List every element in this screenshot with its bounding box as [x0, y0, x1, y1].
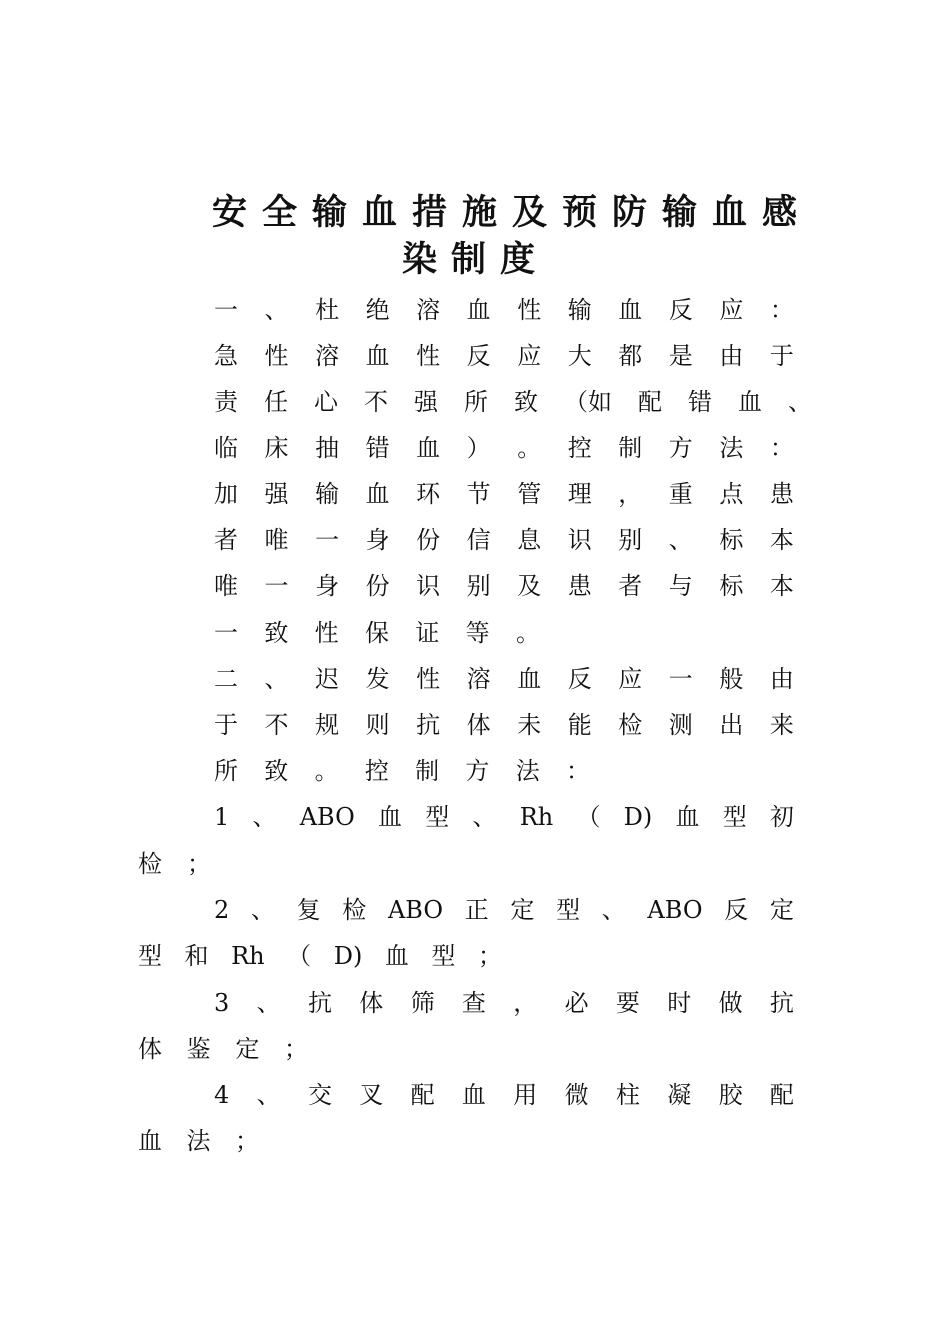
body-line [214, 617, 540, 649]
body-line [214, 524, 794, 556]
body-token: 、 [601, 896, 626, 924]
body-line [138, 848, 211, 880]
body-token: 应 [719, 296, 744, 324]
body-token: 身 [315, 572, 340, 600]
body-token: 抗 [416, 711, 441, 739]
body-token: 正 [464, 896, 489, 924]
body-token: 及 [517, 572, 542, 600]
body-token: 急 [214, 342, 238, 370]
body-token: 柱 [615, 1081, 640, 1109]
body-token: ； [477, 942, 502, 970]
body-token: （ [576, 803, 601, 831]
body-token: 能 [567, 711, 592, 739]
body-token: 性 [416, 342, 441, 370]
body-token: 点 [719, 480, 744, 508]
body-token: 者 [214, 526, 238, 554]
body-token: 管 [517, 480, 542, 508]
body-token: 制 [618, 434, 643, 462]
body-token: 法 [515, 757, 540, 785]
body-token: 性 [314, 619, 339, 647]
body-token: 唯 [214, 572, 238, 600]
body-token: 心 [314, 388, 338, 416]
body-token: 复 [296, 896, 321, 924]
body-token: 定 [510, 896, 535, 924]
body-token: D) [333, 942, 363, 970]
body-line [138, 1125, 259, 1157]
body-token: ABO [387, 896, 444, 924]
body-token: 于 [214, 711, 238, 739]
body-token: 输 [315, 480, 340, 508]
body-token: 识 [567, 526, 592, 554]
body-token: 性 [264, 342, 289, 370]
body-token: 检 [618, 711, 643, 739]
body-line [214, 987, 794, 1019]
body-token: 抗 [769, 989, 794, 1017]
body-token: 不 [364, 388, 388, 416]
body-token: 型 [431, 942, 456, 970]
body-token: ） [466, 434, 491, 462]
body-token: 信 [466, 526, 491, 554]
body-token: 体 [466, 711, 491, 739]
body-line [214, 663, 794, 695]
body-line [214, 801, 794, 833]
body-token: 微 [564, 1081, 589, 1109]
body-token: 致 [264, 619, 289, 647]
body-line [138, 940, 502, 972]
body-line [214, 478, 794, 510]
body-token: 配 [769, 1081, 794, 1109]
body-token: 证 [415, 619, 440, 647]
body-token: 份 [365, 572, 390, 600]
body-token: 息 [517, 526, 542, 554]
body-token: 所 [214, 757, 238, 785]
body-token: 体 [138, 1035, 162, 1063]
body-token: 一 [264, 572, 289, 600]
body-token: 血 [675, 803, 700, 831]
body-token: 3 [214, 989, 230, 1017]
body-token: 、 [250, 896, 275, 924]
body-token: Rh [231, 942, 265, 970]
body-token: 血 [618, 296, 643, 324]
body-token: 唯 [264, 526, 289, 554]
body-token: 抗 [307, 989, 332, 1017]
body-token: 用 [513, 1081, 538, 1109]
body-token: 份 [416, 526, 441, 554]
body-token: 强 [264, 480, 289, 508]
body-token: 责 [214, 388, 238, 416]
body-token: 不 [264, 711, 289, 739]
body-token: 应 [618, 665, 643, 693]
body-token: 一 [214, 619, 238, 647]
body-token: ， [513, 989, 538, 1017]
body-token: 法 [186, 1127, 211, 1155]
body-token: Rh [519, 803, 554, 831]
body-token: 定 [235, 1035, 260, 1063]
body-token: 等 [465, 619, 490, 647]
body-token: 与 [668, 572, 693, 600]
body-token: 者 [618, 572, 643, 600]
body-token: 二 [214, 665, 238, 693]
body-token: 一 [668, 665, 693, 693]
body-token: 床 [264, 434, 289, 462]
body-token: 绝 [365, 296, 390, 324]
document-title-line-2: 染制度 [402, 239, 550, 280]
body-token: 测 [668, 711, 693, 739]
body-token: 时 [667, 989, 692, 1017]
body-token: 必 [564, 989, 589, 1017]
body-token: 环 [416, 480, 441, 508]
body-token: 识 [416, 572, 441, 600]
body-token: （如 [564, 388, 612, 416]
body-token: 都 [618, 342, 643, 370]
body-line [214, 386, 812, 418]
body-token: 鉴 [186, 1035, 211, 1063]
body-token: ABO [299, 803, 355, 831]
body-token: ， [618, 480, 643, 508]
body-token: 体 [359, 989, 384, 1017]
body-line [214, 1079, 794, 1111]
body-token: 反 [466, 342, 491, 370]
body-token: 控 [567, 434, 592, 462]
body-token: 错 [365, 434, 390, 462]
body-token: 大 [567, 342, 592, 370]
body-token: 输 [567, 296, 592, 324]
body-token: 杜 [315, 296, 340, 324]
body-token: 1 [214, 803, 230, 831]
body-token: 和 [184, 942, 209, 970]
body-token: 反 [668, 296, 693, 324]
body-token: 、 [788, 388, 812, 416]
body-token: 4 [214, 1081, 230, 1109]
body-token: 、 [472, 803, 497, 831]
body-token: 、 [252, 803, 277, 831]
body-token: 加 [214, 480, 238, 508]
body-token: 血 [365, 342, 390, 370]
body-token: 标 [719, 572, 744, 600]
body-token: 2 [214, 896, 230, 924]
body-token: 性 [416, 665, 441, 693]
body-token: 出 [719, 711, 744, 739]
body-line [214, 709, 794, 741]
body-token: 型 [138, 942, 162, 970]
body-token: ： [769, 434, 794, 462]
body-token: 一 [214, 296, 238, 324]
body-token: 筛 [410, 989, 435, 1017]
body-token: 于 [769, 342, 794, 370]
body-token: 血 [461, 1081, 486, 1109]
body-token: 血 [378, 803, 403, 831]
body-token: ； [235, 1127, 259, 1155]
body-token: 溶 [416, 296, 441, 324]
body-token: 血 [466, 296, 491, 324]
body-token: 。 [515, 619, 540, 647]
document-title-line-1: 安全输血措施及预防输血感 [212, 192, 813, 233]
body-token: 控 [364, 757, 389, 785]
body-token: 由 [769, 665, 794, 693]
body-token: 型 [425, 803, 450, 831]
body-token: 标 [719, 526, 744, 554]
body-token: 血 [738, 388, 762, 416]
body-token: 理 [567, 480, 592, 508]
body-token: 凝 [667, 1081, 692, 1109]
body-token: 来 [769, 711, 794, 739]
body-token: 致 [514, 388, 538, 416]
body-token: 初 [769, 803, 794, 831]
body-token: 方 [668, 434, 693, 462]
body-token: 胶 [718, 1081, 743, 1109]
body-token: 要 [615, 989, 640, 1017]
body-token: 一 [315, 526, 340, 554]
body-token: 、 [256, 1081, 281, 1109]
body-token: 保 [364, 619, 389, 647]
body-token: 所 [464, 388, 488, 416]
body-line [214, 894, 794, 926]
body-token: 则 [365, 711, 390, 739]
body-token: 规 [315, 711, 340, 739]
body-token: 血 [384, 942, 409, 970]
body-token: 由 [719, 342, 744, 370]
body-token: 节 [466, 480, 491, 508]
body-token: 检 [138, 850, 162, 878]
body-token: 做 [718, 989, 743, 1017]
body-token: 溶 [466, 665, 491, 693]
body-token: 配 [638, 388, 662, 416]
body-line [214, 755, 590, 787]
body-token: 性 [517, 296, 542, 324]
body-token: 查 [461, 989, 486, 1017]
body-token: 血 [138, 1127, 162, 1155]
body-token: 般 [719, 665, 744, 693]
body-token: 别 [466, 572, 491, 600]
body-token: 叉 [359, 1081, 384, 1109]
body-token: ： [769, 296, 794, 324]
body-token: 配 [410, 1081, 435, 1109]
body-token: 致 [264, 757, 289, 785]
body-line [214, 432, 794, 464]
body-token: 方 [465, 757, 490, 785]
body-token: 血 [517, 665, 542, 693]
body-token: 本 [769, 526, 794, 554]
body-token: D) [623, 803, 653, 831]
body-token: 反 [724, 896, 749, 924]
body-token: 抽 [315, 434, 340, 462]
body-token: 交 [307, 1081, 332, 1109]
body-token: 定 [769, 896, 794, 924]
body-token: 是 [668, 342, 693, 370]
body-token: 错 [688, 388, 712, 416]
body-token: 别 [618, 526, 643, 554]
body-token: 患 [769, 480, 794, 508]
body-token: 法 [719, 434, 744, 462]
body-token: （ [287, 942, 312, 970]
body-token: ； [283, 1035, 308, 1063]
body-token: 血 [416, 434, 441, 462]
body-token: 临 [214, 434, 238, 462]
body-token: 重 [668, 480, 693, 508]
body-token: 本 [769, 572, 794, 600]
body-token: 应 [517, 342, 542, 370]
body-token: 制 [415, 757, 440, 785]
body-token: 溶 [315, 342, 340, 370]
body-token: 检 [342, 896, 367, 924]
body-token: ： [565, 757, 590, 785]
body-token: 强 [414, 388, 438, 416]
body-token: 、 [256, 989, 281, 1017]
body-token: 患 [567, 572, 592, 600]
body-token: 身 [365, 526, 390, 554]
body-token: 。 [314, 757, 339, 785]
body-token: 。 [517, 434, 542, 462]
body-token: 、 [264, 665, 289, 693]
body-token: 、 [264, 296, 289, 324]
body-token: 任 [264, 388, 288, 416]
body-token: 血 [365, 480, 390, 508]
body-token: 发 [365, 665, 390, 693]
body-line [138, 1033, 308, 1065]
body-token: 反 [567, 665, 592, 693]
body-token: 未 [517, 711, 542, 739]
body-token: 、 [668, 526, 693, 554]
body-line [214, 570, 794, 602]
body-token: 型 [556, 896, 581, 924]
body-token: ABO [647, 896, 703, 924]
body-line [214, 294, 794, 326]
body-token: 型 [722, 803, 747, 831]
body-line [214, 340, 794, 372]
body-token: 迟 [315, 665, 340, 693]
body-token: ； [187, 850, 211, 878]
